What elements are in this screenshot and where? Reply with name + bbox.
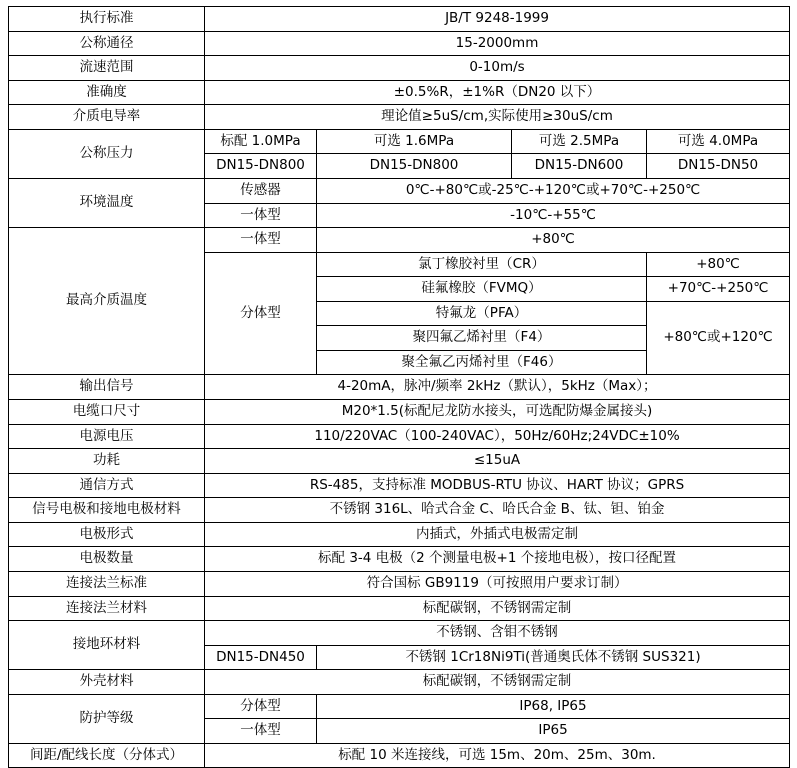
row-value: JB/T 9248-1999 [205, 7, 790, 32]
row-sublabel: 传感器 [205, 178, 317, 203]
row-label: 电极形式 [9, 522, 205, 547]
lining-material: 聚四氟乙烯衬里（F4） [317, 326, 647, 351]
row-value: 标配碳钢，不锈钢需定制 [205, 670, 790, 695]
row-label: 连接法兰标准 [9, 571, 205, 596]
table-row [9, 547, 790, 572]
pressure-range: DN15-DN50 [647, 154, 790, 179]
row-label: 输出信号 [9, 375, 205, 400]
row-label: 公称通径 [9, 31, 205, 56]
table-row [9, 400, 790, 425]
row-value: IP68, IP65 [317, 694, 790, 719]
table-row [9, 522, 790, 547]
row-label: 最高介质温度 [9, 228, 205, 375]
pressure-header: 可选 2.5MPa [512, 129, 647, 154]
table-row [9, 178, 790, 203]
table-row [9, 228, 790, 253]
table-row [9, 571, 790, 596]
table-row [9, 473, 790, 498]
pressure-header: 可选 4.0MPa [647, 129, 790, 154]
row-value: 标配 3-4 电极（2 个测量电极+1 个接地电极），按口径配置 [205, 547, 790, 572]
specification-table [8, 6, 790, 768]
row-label: 功耗 [9, 449, 205, 474]
row-value: 不锈钢 316L、哈式合金 C、哈氏合金 B、钛、钽、铂金 [205, 498, 790, 523]
row-label: 电缆口尺寸 [9, 400, 205, 425]
table-row [9, 670, 790, 695]
row-label: 执行标准 [9, 7, 205, 32]
table-row [9, 743, 790, 768]
row-label: 防护等级 [9, 694, 205, 743]
pressure-range: DN15-DN800 [317, 154, 512, 179]
lining-material: 聚全氟乙丙烯衬里（F46） [317, 350, 647, 375]
lining-material: 硅氟橡胶（FVMQ） [317, 277, 647, 302]
row-value: 4-20mA，脉冲/频率 2kHz（默认），5kHz（Max）； [205, 375, 790, 400]
row-value: 标配碳钢，不锈钢需定制 [205, 596, 790, 621]
table-row [9, 621, 790, 646]
lining-temp: +70℃-+250℃ [647, 277, 790, 302]
row-value: 0-10m/s [205, 56, 790, 81]
pressure-header: 可选 1.6MPa [317, 129, 512, 154]
row-label: 公称压力 [9, 129, 205, 178]
row-sublabel: 分体型 [205, 694, 317, 719]
row-value: 符合国标 GB9119（可按照用户要求订制） [205, 571, 790, 596]
row-label: 间距/配线长度（分体式） [9, 743, 205, 768]
row-value: 不锈钢 1Cr18Ni9Ti(普通奥氏体不锈钢 SUS321) [317, 645, 790, 670]
row-value: 内插式，外插式电极需定制 [205, 522, 790, 547]
lining-temp: +80℃ [647, 252, 790, 277]
row-sublabel: 一体型 [205, 203, 317, 228]
row-value: 标配 10 米连接线，可选 15m、20m、25m、30m. [205, 743, 790, 768]
lining-temp: +80℃或+120℃ [647, 301, 790, 375]
row-label: 介质电导率 [9, 105, 205, 130]
row-sublabel: 一体型 [205, 719, 317, 744]
row-value: 理论值≥5uS/cm,实际使用≥30uS/cm [205, 105, 790, 130]
table-row [9, 694, 790, 719]
row-label: 环境温度 [9, 178, 205, 227]
pressure-header: 标配 1.0MPa [205, 129, 317, 154]
row-value: M20*1.5(标配尼龙防水接头，可选配防爆金属接头) [205, 400, 790, 425]
pressure-range: DN15-DN600 [512, 154, 647, 179]
row-value: ≤15uA [205, 449, 790, 474]
row-value: 110/220VAC（100-240VAC），50Hz/60Hz;24VDC±10% [205, 424, 790, 449]
row-label: 通信方式 [9, 473, 205, 498]
row-label: 电源电压 [9, 424, 205, 449]
lining-material: 特氟龙（PFA） [317, 301, 647, 326]
table-row [9, 449, 790, 474]
row-value: IP65 [317, 719, 790, 744]
table-row [9, 424, 790, 449]
row-label: 电极数量 [9, 547, 205, 572]
row-sublabel: 分体型 [205, 252, 317, 375]
row-value: 0℃-+80℃或-25℃-+120℃或+70℃-+250℃ [317, 178, 790, 203]
row-label: 信号电极和接地电极材料 [9, 498, 205, 523]
table-row [9, 105, 790, 130]
row-label: 外壳材料 [9, 670, 205, 695]
row-value: RS-485，支持标准 MODBUS-RTU 协议、HART 协议；GPRS [205, 473, 790, 498]
row-label: 连接法兰材料 [9, 596, 205, 621]
row-label: 接地环材料 [9, 621, 205, 670]
row-sublabel: 一体型 [205, 228, 317, 253]
row-label: 流速范围 [9, 56, 205, 81]
row-value: +80℃ [317, 228, 790, 253]
table-row [9, 129, 790, 154]
grounding-ring-range: DN15-DN450 [205, 645, 317, 670]
table-row [9, 498, 790, 523]
table-row [9, 7, 790, 32]
lining-material: 氯丁橡胶衬里（CR） [317, 252, 647, 277]
row-value: ±0.5%R，±1%R（DN20 以下） [205, 80, 790, 105]
row-value: -10℃-+55℃ [317, 203, 790, 228]
table-row [9, 31, 790, 56]
row-value: 15-2000mm [205, 31, 790, 56]
pressure-range: DN15-DN800 [205, 154, 317, 179]
table-row [9, 80, 790, 105]
row-label: 准确度 [9, 80, 205, 105]
table-row [9, 375, 790, 400]
table-row [9, 56, 790, 81]
table-row [9, 596, 790, 621]
row-value: 不锈钢、含钼不锈钢 [205, 621, 790, 646]
